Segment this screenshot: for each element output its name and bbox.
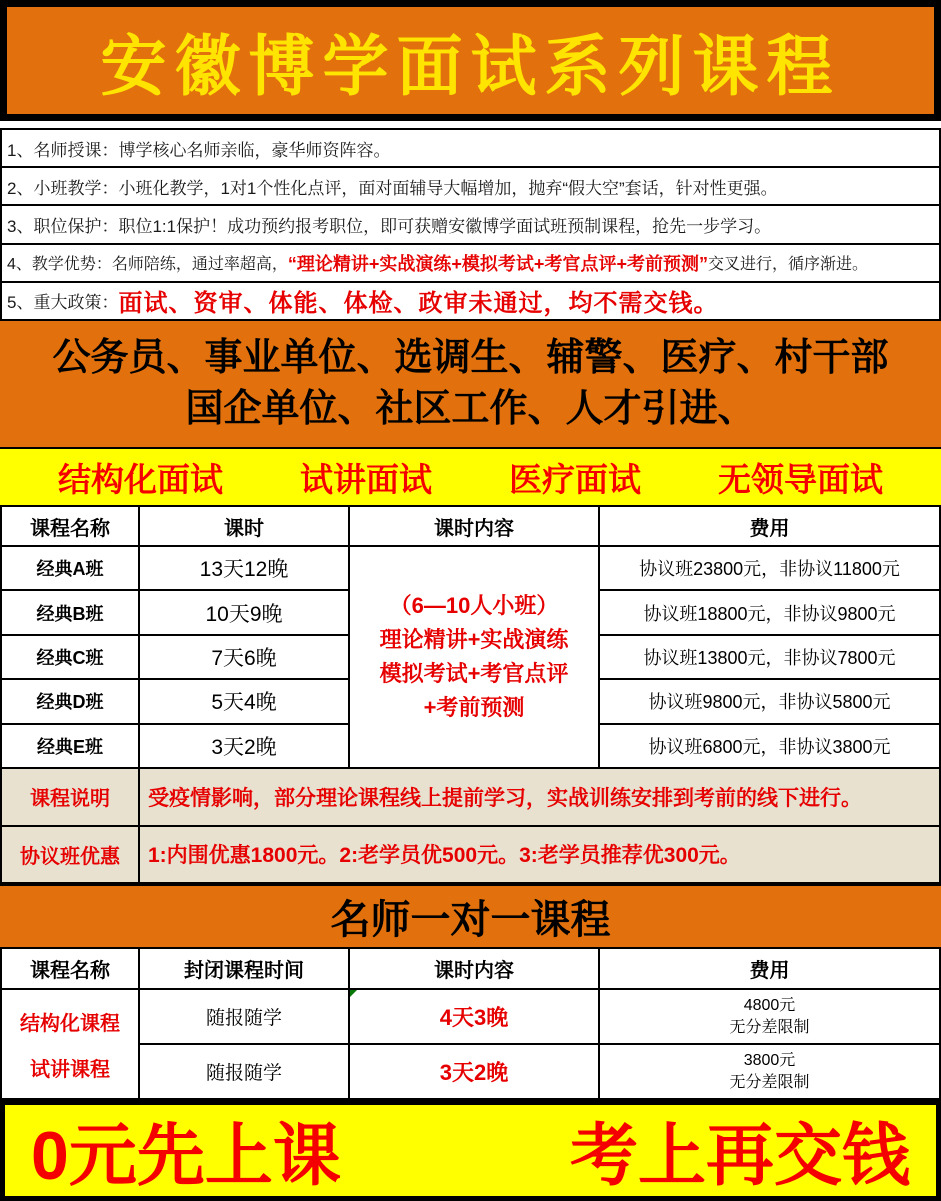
audience-line-2: 国企单位、社区工作、人才引进、 [185,388,756,430]
course-name: 经典B班 [2,591,138,633]
feature-text-highlight: “理论精讲+实战演练+模拟考试+考官点评+考前预测” [287,253,708,274]
feature-item-3 [2,206,939,242]
course-hours: 10天9晚 [140,591,348,633]
classic-course-table [0,505,941,769]
feature-list [0,128,941,321]
course-fee: 协议班6800元，非协议3800元 [600,725,939,767]
note-label-discount: 协议班优惠 [2,827,138,883]
column-header-content: 课时内容 [350,949,598,988]
title-banner [0,0,941,121]
feature-text-highlight: 面试、资审、体能、体检、政审未通过，均不需交钱。 [118,288,719,318]
course-name: 经典D班 [2,680,138,722]
column-header-content: 课时内容 [350,507,598,545]
content-line: +考前预测 [423,695,525,721]
column-header-fee: 费用 [600,507,939,545]
feature-text: 1、名师授课：博学核心名师亲临，豪华师资阵容。 [7,140,391,160]
feature-text: 2、小班教学：小班化教学，1对1个性化点评，面对面辅导大幅增加，抛弃“假大空”套话，针对性更强。 [7,178,778,198]
content-line: （6—10人小班） [389,592,559,618]
course-hours-text: 3天2晚 [439,1060,509,1085]
course-name: 经典C班 [2,636,138,678]
note-rows [0,769,941,884]
feature-text-suffix: 交叉进行，循序渐进。 [707,256,868,274]
banner-gap [0,121,941,128]
feature-item-4 [2,245,939,281]
course-fee: 协议班9800元，非协议5800元 [600,680,939,722]
feature-text: 3、职位保护：职位1:1保护！成功预约报考职位，即可获赠安徽博学面试班预制课程，抢先一步学习。 [7,216,772,236]
note-text-course-description: 受疫情影响，部分理论课程线上提前学习，实战训练安排到考前的线下进行。 [140,769,939,825]
content-line: 模拟考试+考官点评 [379,661,569,686]
audience-band [0,321,941,447]
course-hours-text: 4天3晚 [439,1005,509,1030]
course-name-structured: 结构化课程 [20,1012,120,1035]
one-on-one-banner-text: 名师一对一课程 [330,898,611,942]
course-name-trial-lecture: 试讲课程 [30,1058,110,1081]
feature-text-prefix: 4、教学优势：名师陪练，通过率超高， [7,256,288,274]
course-fee: 协议班18800元，非协议9800元 [600,591,939,633]
category-leaderless-interview: 无领导面试 [718,460,883,498]
fee-amount: 3800元 [743,1051,796,1069]
fee-amount: 4800元 [743,996,796,1014]
course-fee: 协议班13800元，非协议7800元 [600,636,939,678]
feature-item-1 [2,130,939,166]
fee-note: 无分差限制 [729,1073,810,1091]
category-bar [0,447,941,505]
course-name: 经典A班 [2,547,138,589]
course-name: 经典E班 [2,725,138,767]
audience-line-1: 公务员、事业单位、选调生、辅警、医疗、村干部 [52,336,889,379]
one-on-one-course-names-merged-cell [2,990,138,1098]
column-header-hours: 课时 [140,507,348,545]
course-schedule: 随报随学 [140,1045,348,1098]
course-content-merged-cell [350,547,598,767]
category-medical-interview: 医疗面试 [509,460,641,498]
course-hours: 5天4晚 [140,680,348,722]
one-on-one-table [0,947,941,1100]
column-header-fee: 费用 [600,949,939,988]
feature-item-5 [2,283,939,319]
column-header-closed-course-time: 封闭课程时间 [140,949,348,988]
note-text-discount: 1:内围优惠1800元。2:老学员优500元。3:老学员推荐优300元。 [140,827,939,883]
course-hours [350,1045,598,1098]
poster-title: 安徽博学面试系列课程 [100,27,841,105]
course-fee [600,1045,939,1098]
green-corner-marker-icon [350,990,357,997]
one-on-one-banner [0,884,941,947]
column-header-course-name: 课程名称 [2,507,138,545]
course-hours: 3天2晚 [140,725,348,767]
feature-text-prefix: 5、重大政策： [7,293,119,313]
note-label-course-description: 课程说明 [2,769,138,825]
feature-item-2 [2,168,939,204]
course-hours: 7天6晚 [140,636,348,678]
fee-note: 无分差限制 [729,1018,810,1036]
content-line: 理论精讲+实战演练 [379,626,569,652]
course-hours: 13天12晚 [140,547,348,589]
course-hours [350,990,598,1043]
footer-slogan-right: 考上再交钱 [569,1118,910,1194]
course-fee [600,990,939,1043]
footer-slogan-left: 0元先上课 [31,1118,341,1194]
course-fee: 协议班23800元，非协议11800元 [600,547,939,589]
category-trial-lecture-interview: 试讲面试 [300,460,432,498]
column-header-course-name: 课程名称 [2,949,138,988]
course-schedule: 随报随学 [140,990,348,1043]
footer-banner [0,1100,941,1201]
category-structured-interview: 结构化面试 [58,460,223,498]
